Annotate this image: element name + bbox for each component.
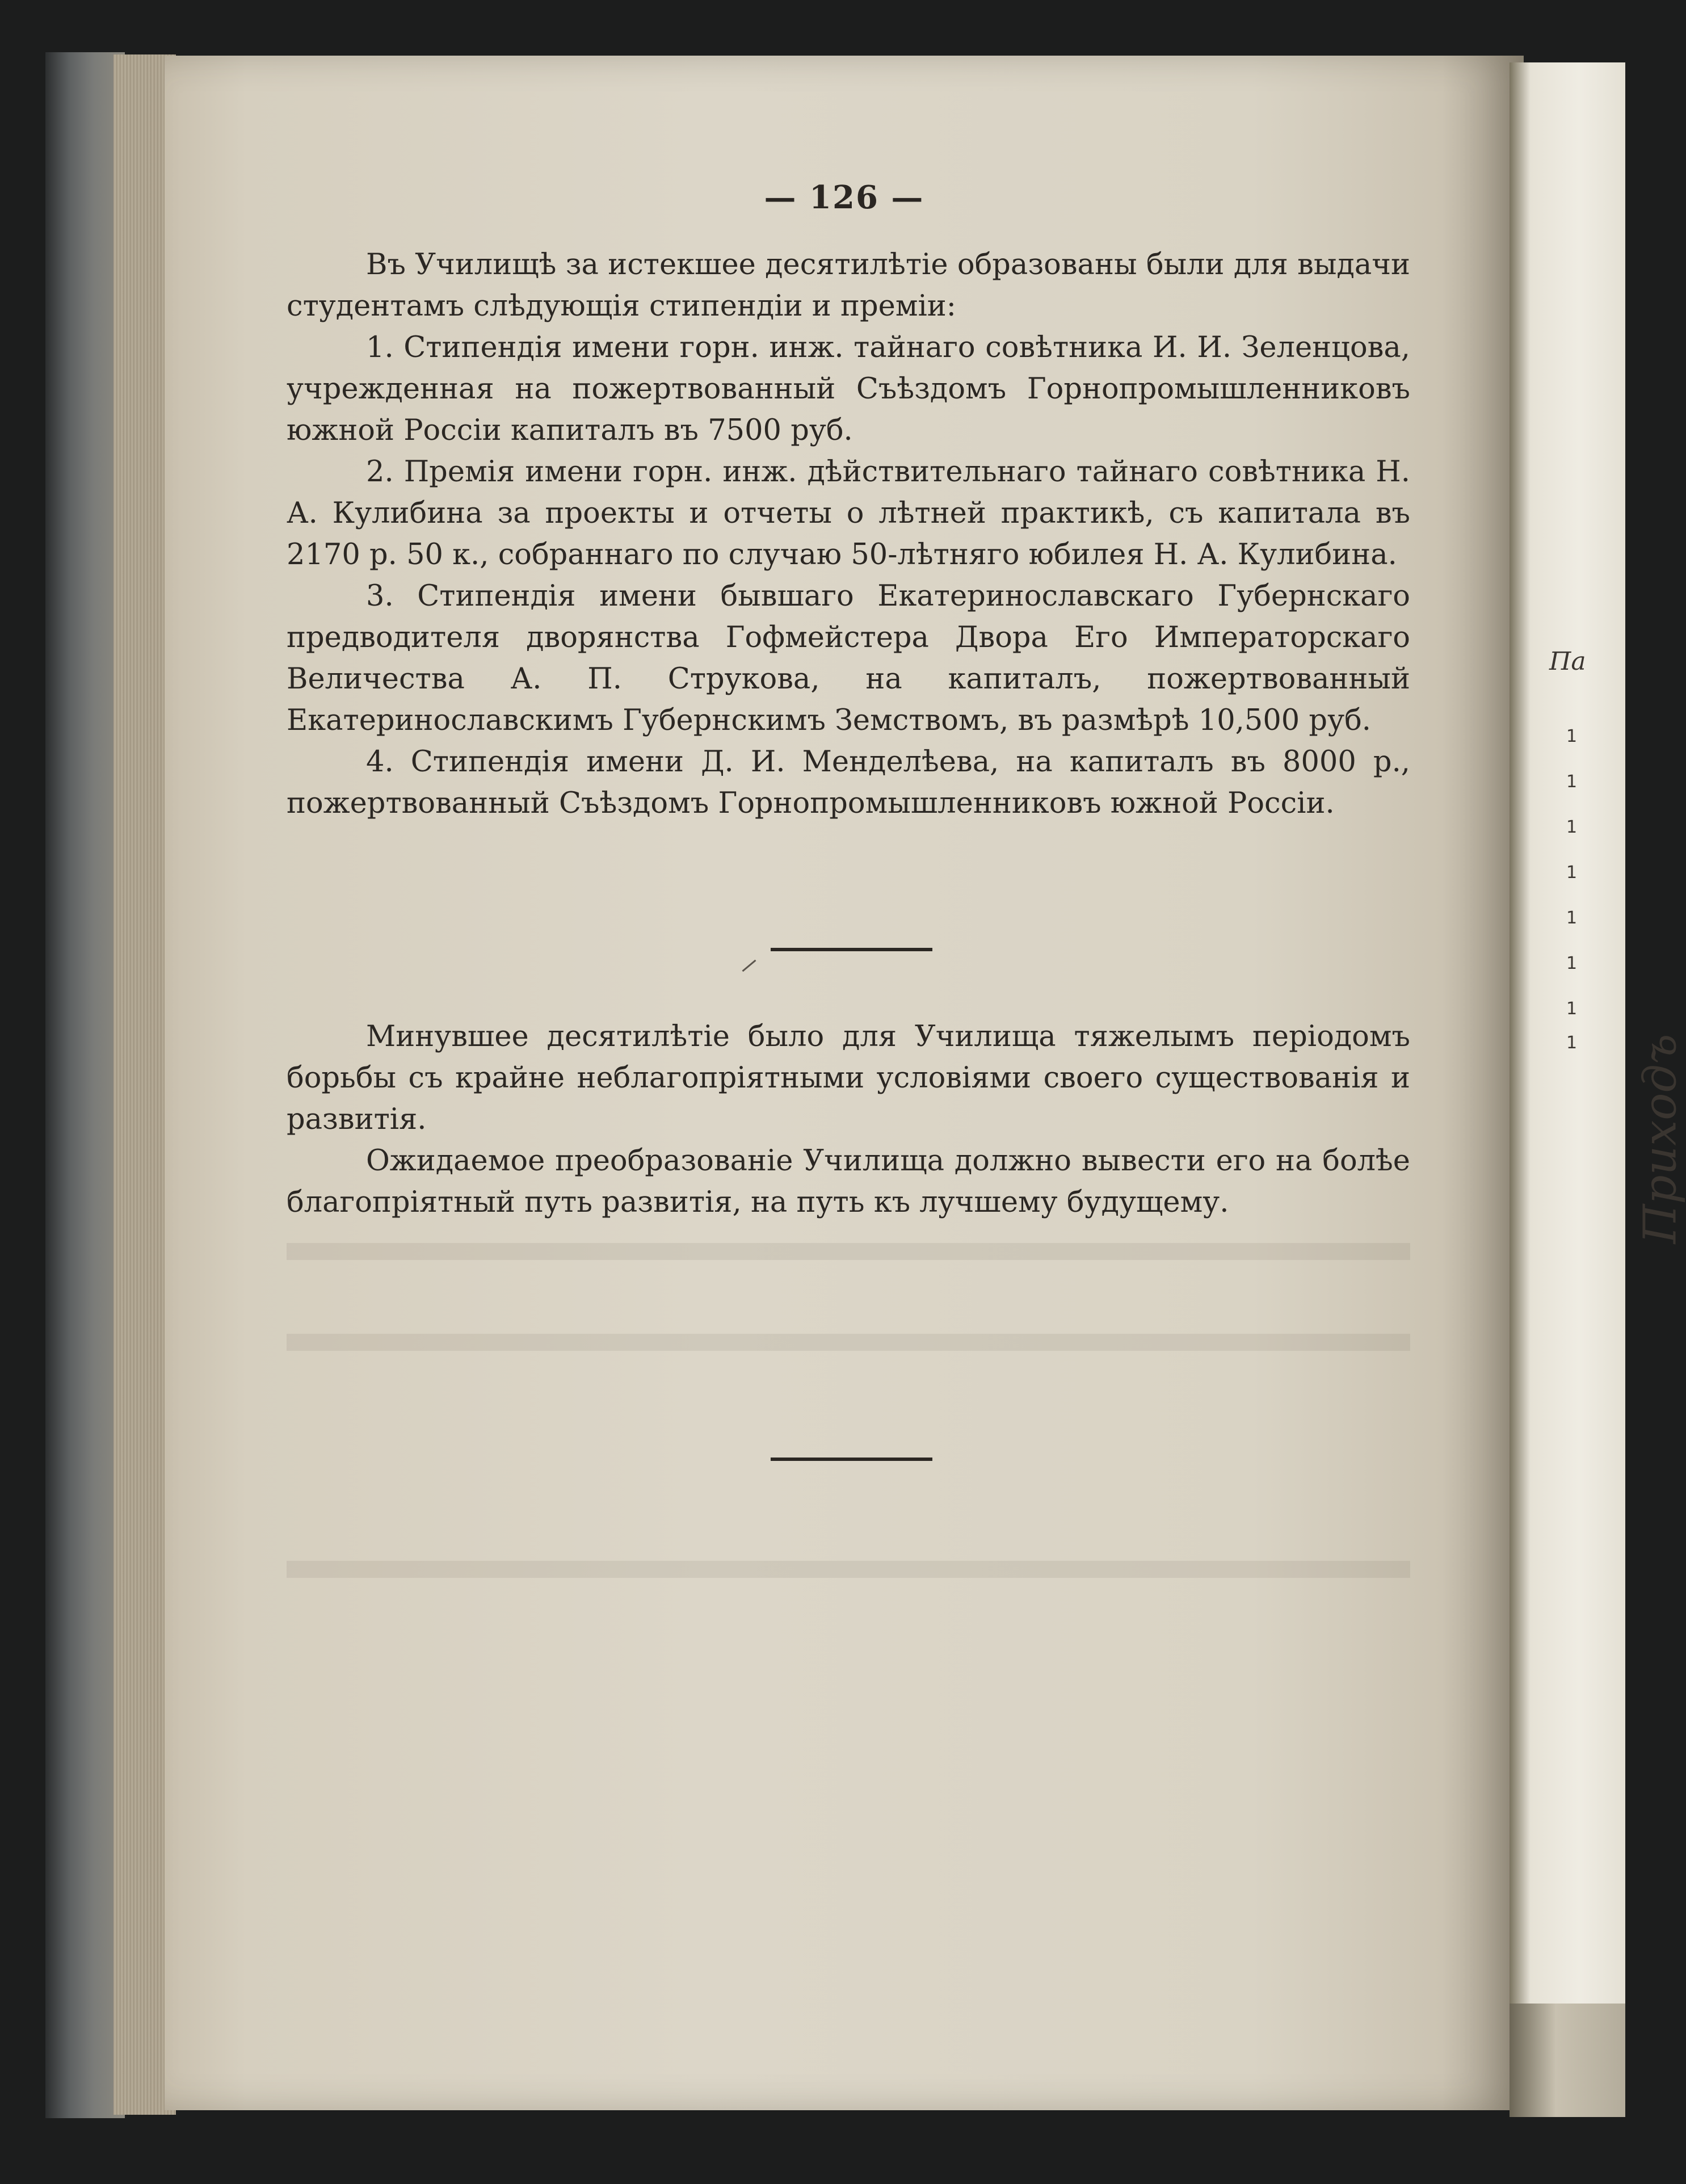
scholarship-item-1: 1. Стипендія имени горн. инж. тайнаго совѣтника И. И. Зеленцова, учрежденная на пожертвованный Съѣздомъ Горнопромышленниковъ южной Россіи капиталъ въ 7500 руб.: [287, 331, 1410, 447]
scholarship-item-3: 3. Стипендія имени бывшаго Екатеринославскаго Губернскаго предводителя дворянства Гофмейстера Двора Его Императорскаго Величества А. П. Струкова, на капиталъ, пожертвованный Екатеринославскимъ Губернскимъ Земствомъ, въ размѣрѣ 10,500 руб.: [287, 579, 1410, 737]
intro-paragraph: Въ Училищѣ за истекшее десятилѣтіе образованы были для выдачи студентамъ слѣдующія стипендіи и преміи:: [287, 248, 1410, 323]
closing-paragraph-2: Ожидаемое преобразованіе Училища должно вывести его на болѣе благопріятный путь развитія, на путь къ лучшему будущему.: [287, 1144, 1410, 1219]
margin-digit: 1: [1566, 1033, 1578, 1053]
margin-digit: 1: [1566, 999, 1578, 1019]
margin-digit: 1: [1566, 772, 1578, 792]
margin-digit: 1: [1566, 863, 1578, 883]
handwritten-label: Приходъ: [1633, 1034, 1686, 1244]
closing-section: [287, 1016, 1410, 1223]
facing-page-margin-marks: [1549, 318, 1686, 1794]
scholarship-item-4: 4. Стипендія имени Д. И. Менделѣева, на капиталъ въ 8000 р., пожертвованный Съѣздомъ Горнопромышленниковъ южной Россіи.: [287, 745, 1410, 820]
show-through-text: [287, 1334, 1410, 1351]
margin-digit: 1: [1566, 908, 1578, 928]
show-through-text: [287, 1243, 1410, 1260]
margin-digit: 1: [1566, 954, 1578, 973]
end-divider: [771, 1458, 932, 1461]
scholarship-item-2: 2. Премія имени горн. инж. дѣйствительнаго тайнаго совѣтника Н. А. Кулибина за проекты и отчеты о лѣтней практикѣ, съ капитала въ 2170 р. 50 к., собраннаго по случаю 50-лѣтняго юбилея Н. А. Кулибина.: [287, 455, 1410, 572]
show-through-text: [287, 1561, 1410, 1578]
handwritten-mark-top: Па: [1549, 647, 1586, 676]
facing-page-bottom: [1510, 2004, 1625, 2117]
margin-digit: 1: [1566, 726, 1578, 746]
section-divider: [771, 948, 932, 951]
page-number: — 126 —: [764, 179, 924, 216]
closing-paragraph-1: Минувшее десятилѣтіе было для Училища тяжелымъ періодомъ борьбы съ крайне неблагопріятными условіями своего существованія и развитія.: [287, 1020, 1410, 1136]
scholarships-section: [287, 244, 1410, 824]
margin-digit: 1: [1566, 817, 1578, 837]
book-cover-edge: [45, 52, 125, 2118]
